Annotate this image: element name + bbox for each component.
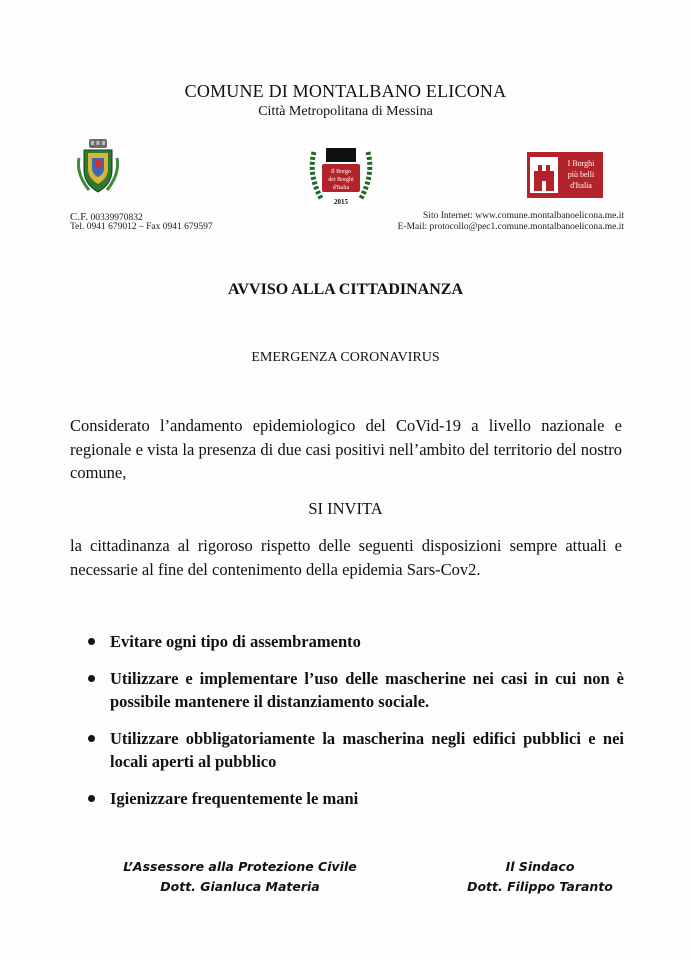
bullet-icon [88, 638, 95, 645]
provision-text: Utilizzare e implementare l’uso delle mascherine nei casi in cui non è possibile mantenere il distanziamento sociale. [110, 668, 624, 711]
website-text: Sito Internet: www.comune.montalbanoelicona.me.it [423, 211, 624, 221]
badge-year: 2015 [334, 198, 348, 206]
email-text: E-Mail: protocollo@pec1.comune.montalbanoelicona.me.it [397, 222, 624, 232]
notice-paragraph-2: la cittadinanza al rigoroso rispetto delle seguenti disposizioni sempre attuali e necessarie al fine del contenimento della epidemia Sars-Cov2. [70, 536, 622, 579]
borghi-piu-belli-logo-icon [526, 151, 604, 199]
list-item [88, 630, 624, 654]
provision-text: Utilizzare obbligatoriamente la mascherina negli edifici pubblici e nei locali aperti al pubblico [110, 728, 624, 771]
fiscal-code-label: C.F. [70, 211, 89, 223]
si-invita-heading: SI INVITA [308, 499, 383, 518]
bullet-icon [88, 735, 95, 742]
coat-of-arms-icon [76, 138, 120, 196]
signature-left-role: L’Assessore alla Protezione Civile [123, 859, 357, 874]
signature-left-name: Dott. Gianluca Materia [160, 879, 320, 894]
fiscal-code-value: 00339970832 [90, 213, 143, 223]
badge-line-1: Il Borgo [330, 169, 352, 175]
signature-right-name: Dott. Filippo Taranto [467, 879, 613, 894]
bullet-icon [88, 675, 95, 682]
borghi-line-1: I Borghi [567, 159, 595, 168]
borgo-dei-borghi-badge-icon [306, 142, 376, 210]
phone-fax: Tel. 0941 679012 – Fax 0941 679597 [70, 222, 213, 232]
signature-left [110, 857, 370, 897]
municipality-subtitle: Città Metropolitana di Messina [258, 104, 433, 119]
borghi-line-2: più belli [567, 170, 595, 179]
signature-right-role: Il Sindaco [505, 859, 575, 874]
notice-subheading: EMERGENZA CORONAVIRUS [251, 350, 440, 365]
provision-text: Igienizzare frequentemente le mani [110, 788, 359, 808]
borghi-line-3: d'Italia [570, 181, 592, 190]
badge-line-3: d'Italia [332, 185, 350, 191]
notice-paragraph-1: Considerato l’andamento epidemiologico del CoVid-19 a livello nazionale e regionale e vista la presenza di due casi positivi nell’ambito del territorio del nostro comune, [70, 416, 622, 482]
list-item [88, 667, 624, 714]
notice-heading: AVVISO ALLA CITTADINANZA [227, 281, 464, 298]
bullet-icon [88, 795, 95, 802]
provisions-list [88, 630, 624, 823]
provision-text: Evitare ogni tipo di assembramento [110, 632, 361, 651]
signature-right [440, 857, 640, 897]
badge-line-2: dei Borghi [328, 177, 354, 183]
list-item [88, 787, 624, 811]
list-item [88, 727, 624, 774]
municipality-title: COMUNE DI MONTALBANO ELICONA [184, 81, 507, 101]
